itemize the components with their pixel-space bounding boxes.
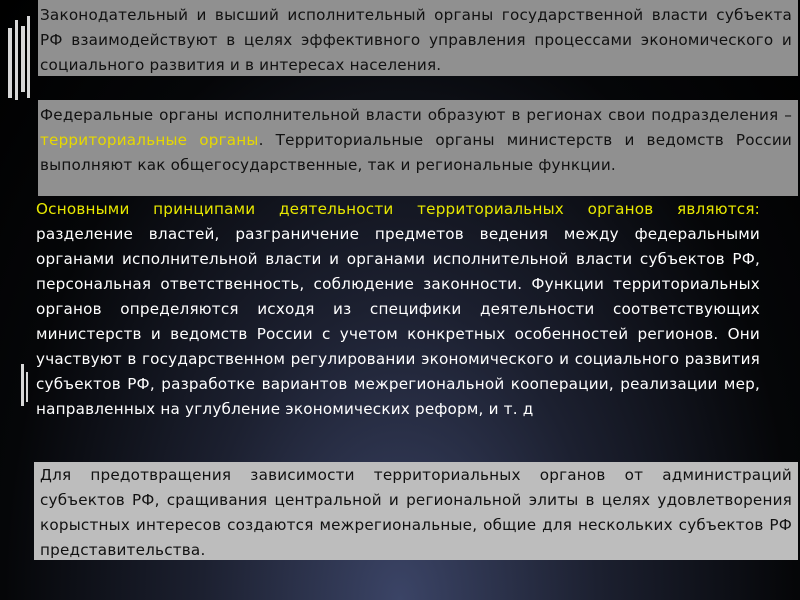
p2-highlight: территориальные органы [40,131,259,149]
paragraph-principles [36,197,760,422]
principles-heading: Основными принципами деятельности территориальных органов являются: [36,200,760,218]
p2-after: . Территориальные органы министерств и ведомств России выполняют как общегосударственные, так и региональные функции. [40,131,792,174]
paragraph-federal-organs [40,103,792,178]
paragraph-interregional: Для предотвращения зависимости территориальных органов от администраций субъектов РФ, сращивания центральной и региональной элиты в целях удовлетворения корыстных интересов создаются межрегиональные, общие для нескольких субъектов РФ представительства. [40,466,792,559]
principles-body: разделение властей, разграничение предметов ведения между федеральными органами исполнительной власти и органами исполнительной власти субъектов РФ, персональная ответственность, соблюдение законности. Функции территориальных органов определяются исходя из специфики деятельности соответствующих министерств и ведомств России с учетом конкретных особенностей регионов. Они участвуют в государственном регулировании экономического и социального развития субъектов РФ, разработке вариантов межрегиональной кооперации, реализации мер, направленных на углубление экономических реформ, и т. д [36,225,760,418]
p2-before: Федеральные органы исполнительной власти образуют в регионах свои подразделения – [40,106,792,124]
paragraph-legislative: Законодательный и высший исполнительный органы государственной власти субъекта РФ взаимодействуют в целях эффективного управления процессами экономического и социального развития и в интересах населения. [40,6,792,74]
decorative-stripes [0,0,30,600]
